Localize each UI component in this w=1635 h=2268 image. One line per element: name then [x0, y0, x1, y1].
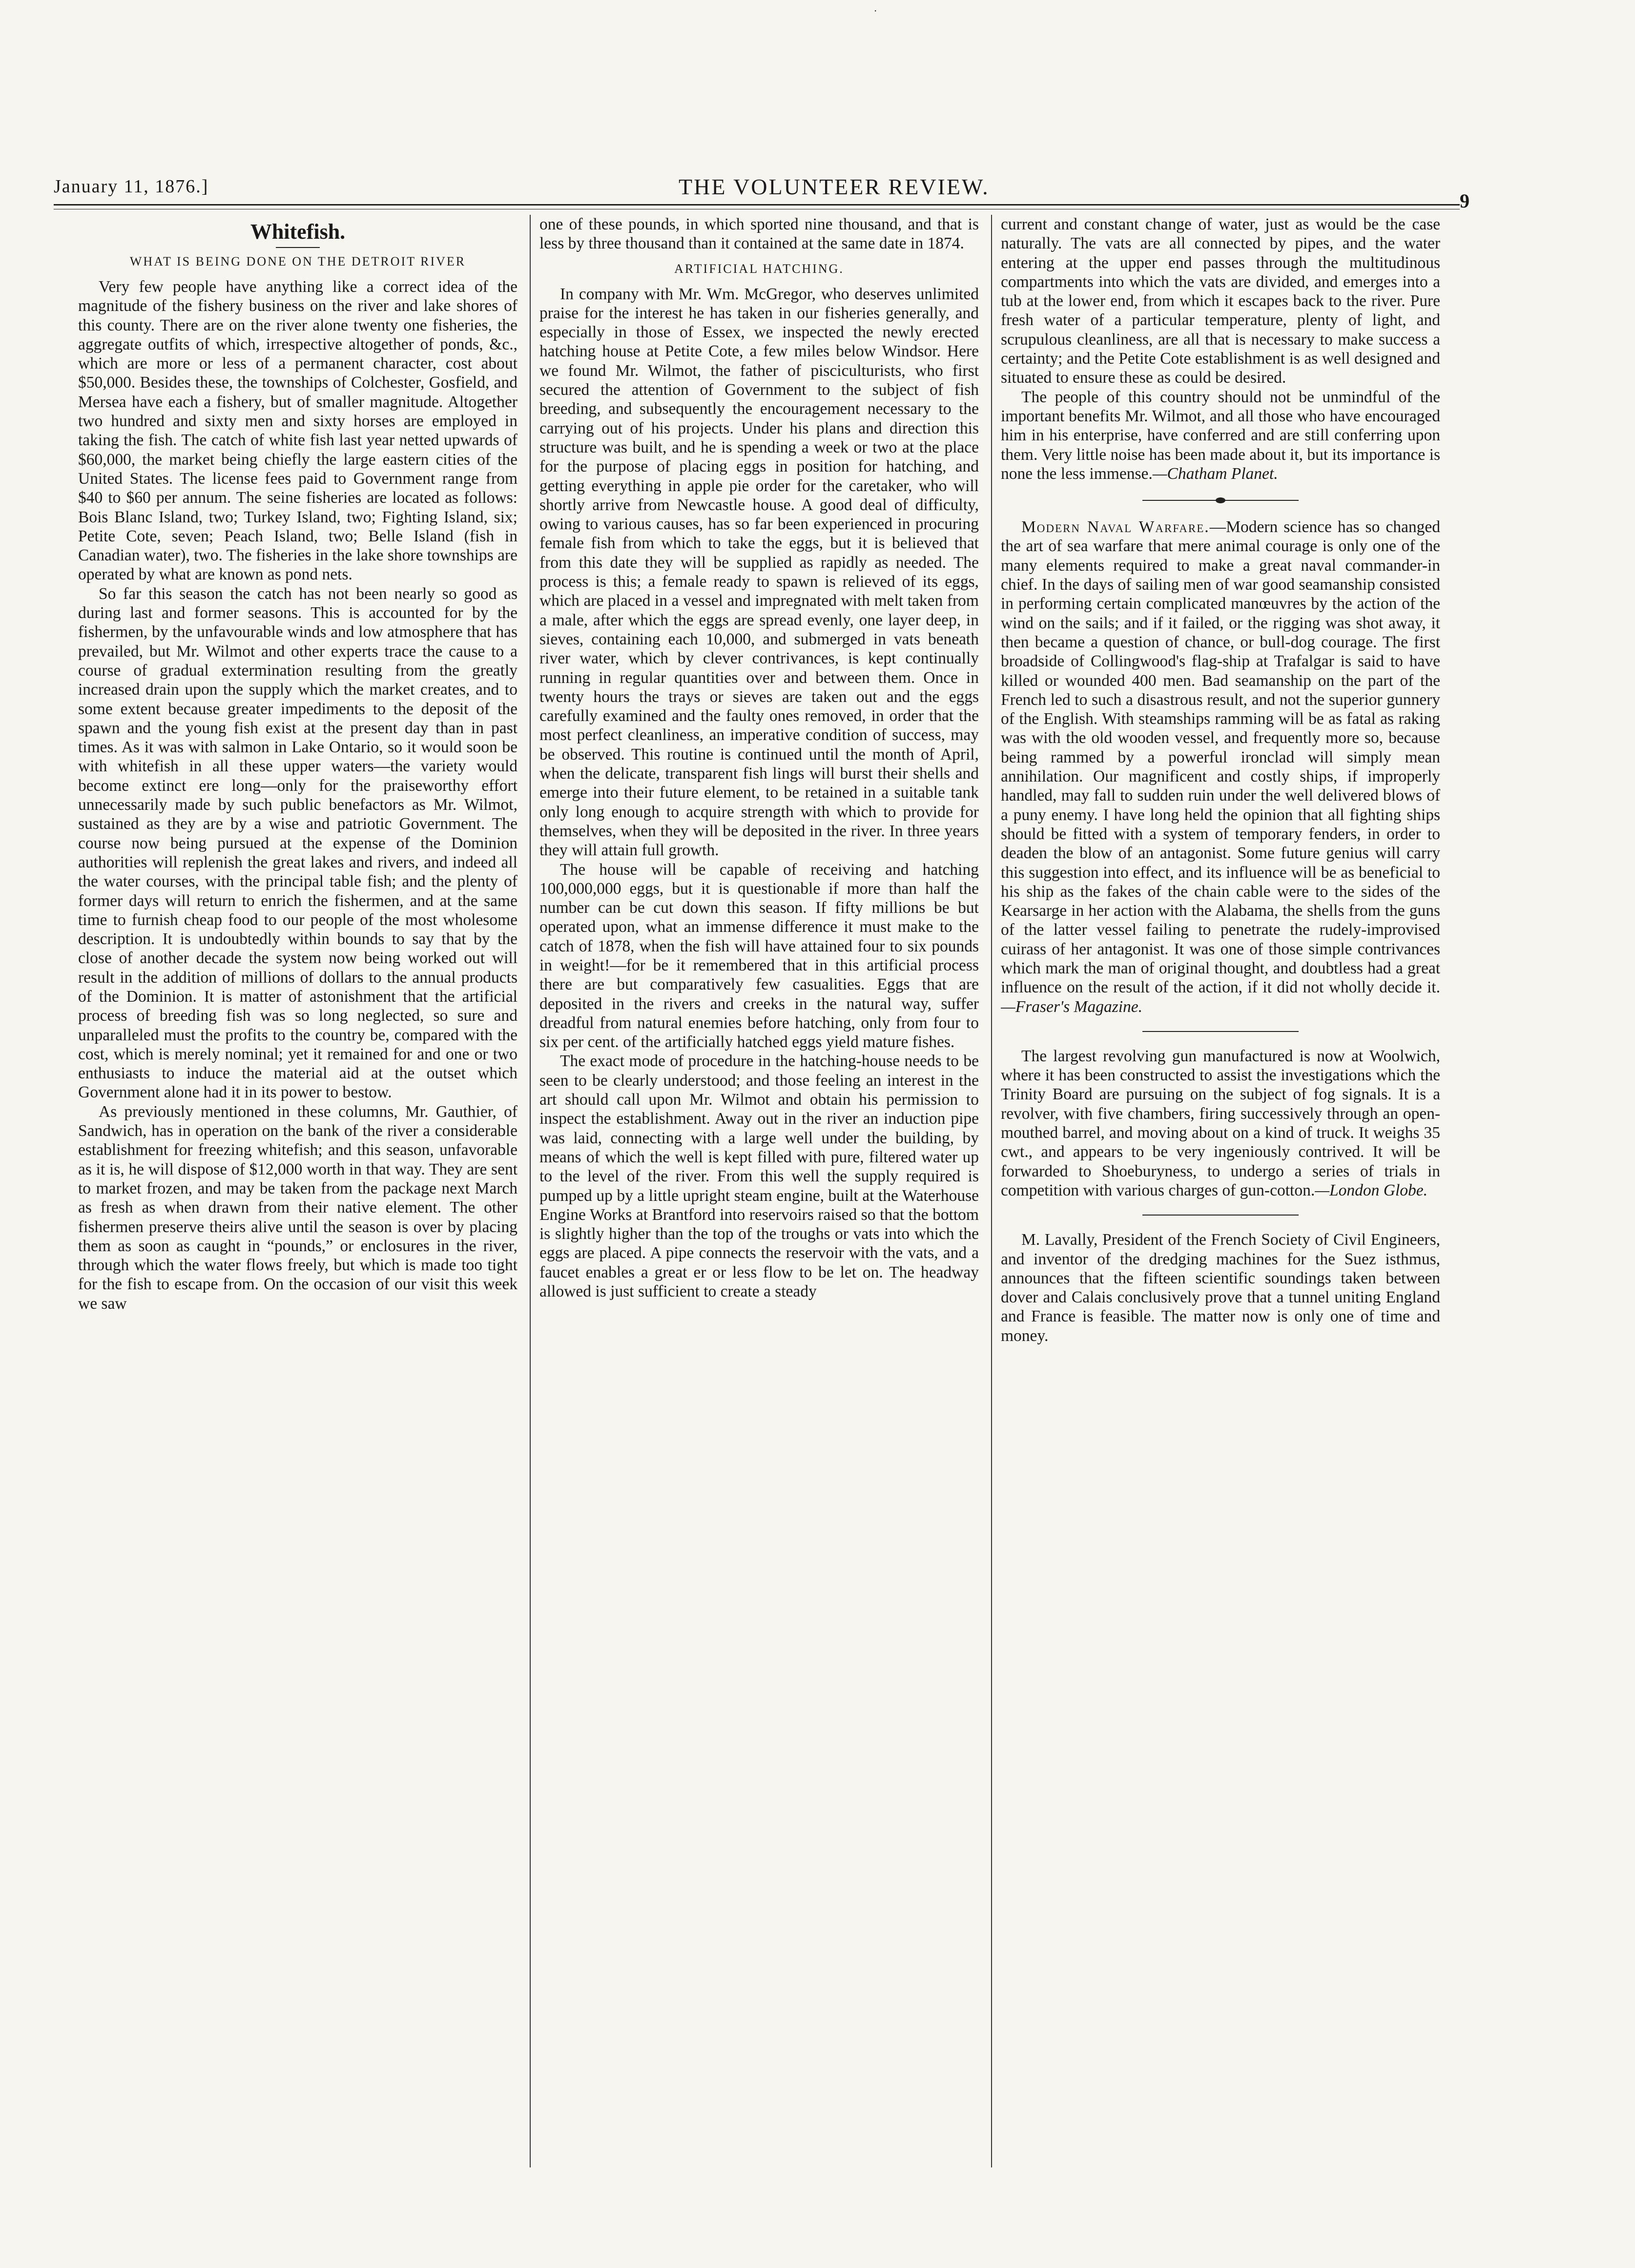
paragraph — [1001, 388, 1440, 483]
article-title: Whitefish. — [250, 220, 346, 244]
article-subtitle: WHAT IS BEING DONE ON THE DETROIT RIVER — [129, 254, 466, 268]
paragraph: The exact mode of procedure in the hatching-house needs to be seen to be clearly understood; and those feeling an interest in the art should call upon Mr. Wilmot and obtain his permission to inspect the establishment. Away out in the river an induction pipe was laid, connecting with a large well under the building, by means of which the well is kept filled with pure, filtered water up to the level of the river. From this well the supply required is pumped up by a little upright steam engine, built at the Waterhouse Engine Works at Brantford into reservoirs raised so that the bottom is slightly higher than the top of the troughs or vats into which the eggs are placed. A pipe connects the reservoir with the vats, and a faucet enables a great er or less flow to be let on. The headway allowed is just sufficient to create a steady — [539, 1052, 979, 1301]
paragraph: M. Lavally, President of the French Society of Civil Engineers, and inventor of the dredging machines for the Suez isthmus, announces that the fifteen scientific soundings taken between dover and Calais conclusively prove that a tunnel uniting England and France is feasible. The matter now is only one of time and money. — [1001, 1231, 1440, 1345]
running-header — [54, 171, 1469, 212]
article-separator — [1142, 1031, 1299, 1032]
article-source: —Chatham Planet. — [1152, 464, 1278, 483]
article-separator — [1142, 1215, 1299, 1216]
paragraph: So far this season the catch has not been nearly so good as during last and former seasons. This is accounted for by the fishermen, by the unfavourable winds and low atmosphere that has prevailed, but Mr. Wilmot and other experts trace the cause to a course of gradual extermination resulting from the greatly increased drain upon the supply which the market creates, and to some extent because greater impediments to the deposit of the spawn and the young fish exist at the present day than in past times. As it was with salmon in Lake Ontario, so it would soon be with whitefish in all these upper waters—the variety would become extinct ere long—only for the praiseworthy effort unnecessarily made by such public benefactors as Mr. Wilmot, sustained as they are by a wise and patriotic Government. The course now being pursued at the expense of the Dominion authorities will replenish the great lakes and rivers, and indeed all the water courses, with the principal table fish; and the plenty of former days will return to enrich the fishermen, and at the same time to furnish cheap food to our people of the most wholesome description. It is undoubtedly within bounds to say that by the close of another decade the system now being worked out will result in the addition of millions of dollars to the annual products of the Dominion. It is matter of astonishment that the artificial process of breeding fish was so long neglected, so sure and unparalleled must the profits to the country be, compared with the cost, which is merely nominal; yet it remained for and one or two enthusiasts to induce the material aid at the outset which Government alone had it in its power to bestow. — [78, 584, 517, 1102]
header-date: January 11, 1876.] — [54, 176, 209, 197]
paragraph — [1001, 1047, 1440, 1200]
page-number: 9 — [1460, 190, 1469, 212]
article-source: —London Globe. — [1315, 1181, 1428, 1199]
paragraph-text: —Modern science has so changed the art of sea warfare that mere animal courage is only one of the many elements required to make a great naval commander-in chief. In the days of sailing men of war good seamanship consisted in performing certain complicated manœuvres by the action of the wind on the sails; and if it failed, or the rigging was shot away, it then became a question of chance, or bull-dog courage. The first broadside of Collingwood's flag-ship at Trafalgar is said to have killed or wounded 400 men. Bad seamanship on the part of the French led to such a disastrous result, and not the superior gunnery of the English. With steamships ramming will be as fatal as raking was with the old wooden vessel, and frequently more so, because being rammed by a powerful ironclad will simply mean annihilation. Our magnificent and costly ships, if improperly handled, may fall to sudden ruin under the well delivered blows of a puny enemy. I have long held the opinion that all fighting ships should be fitted with a system of temporary fenders, in order to deaden the blow of an antagonist. Some future genius will carry this suggestion into effect, and its influence will be as beneficial to his ship as the fakes of the chain cable were to the sides of the Kearsarge in her action with the Alabama, the shells from the guns of the latter vessel failing to penetrate the rudely-improvised cuirass of her antagonist. It was one of those simple contrivances which mark the man of original thought, and doubtless had a great influence on the result of the action, if it did not wholly decide it. — [1001, 518, 1440, 997]
title-rule — [276, 247, 320, 248]
paragraph: In company with Mr. Wm. McGregor, who deserves unlimited praise for the interest he has taken in our fisheries generally, and especially in those of Essex, we inspected the newly erected hatching house at Petite Cote, a few miles below Windsor. Here we found Mr. Wilmot, the father of pisciculturists, who first secured the attention of Government to the subject of fish breeding, and subsequently the encouragement necessary to the carrying out of his projects. Under his plans and direction this structure was built, and he is spending a week or two at the place for the purpose of placing eggs in position for hatching, and getting everything in apple pie order for the caretaker, who will shortly arrive from Newcastle house. A good deal of difficulty, owing to various causes, has so far been experienced in procuring female fish from which to take the eggs, but it is believed that from this date they will be supplied as rapidly as needed. The process is this; a female ready to spawn is relieved of its eggs, which are placed in a vessel and impregnated with melt taken from a male, after which the eggs are spread evenly, one layer deep, in sieves, containing each 10,000, and submerged in vats beneath river water, which by clever contrivances, is kept continually running in regular quantities over and between them. Once in twenty hours the trays or sieves are taken out and the eggs carefully examined and the faulty ones removed, in order that the most perfect cleanliness, an imperative condition of success, may be observed. This routine is continued until the month of April, when the delicate, transparent fish lings will burst their shells and emerge into their future element, to be retained in a suitable tank only long enough to acquire strength with which to provide for themselves, when they will be deposited in the river. In three years they will attain full growth. — [539, 285, 979, 860]
header-rule — [54, 204, 1460, 206]
paragraph: As previously mentioned in these columns, Mr. Gauthier, of Sandwich, has in operation on the bank of the river a considerable establishment for freezing whitefish; and this season, unfavorable as it is, he will dispose of $12,000 worth in that way. They are sent to market frozen, and may be taken from the package next March as fresh as when drawn from their native element. The other fishermen preserve theirs alive until the season is over by placing them as soon as caught in “pounds,” or enclosures in the river, through which the water flows freely, but which is made too tight for the fish to escape from. On the occasion of our visit this week we saw — [78, 1102, 517, 1313]
article-source: —Fraser's Magazine. — [1001, 997, 1143, 1016]
paragraph: The house will be capable of receiving and hatching 100,000,000 eggs, but it is questionable if more than half the number can be cut down this season. If fifty millions be but operated upon, what an immense difference it must make to the catch of 1878, when the fish will have attained four to six pounds in weight!—for be it remembered that in this artificial process there are but comparatively few casualities. Eggs that are deposited in the rivers and creeks in the natural way, suffer dreadful from natural enemies before hatching, only from four to six per cent. of the artificially hatched eggs yield mature fishes. — [539, 860, 979, 1052]
paragraph: one of these pounds, in which sported nine thousand, and that is less by three thousand than it contained at the same date in 1874. — [539, 215, 979, 253]
header-title: THE VOLUNTEER REVIEW. — [679, 174, 990, 199]
column-divider — [530, 215, 531, 2167]
paragraph: Very few people have anything like a correct idea of the magnitude of the fishery business on the river and lake shores of this county. There are on the river alone twenty one fisheries, the aggregate outfits of which, irrespective altogether of ponds, &c., which are more or less of a permanent character, cost about $50,000. Besides these, the townships of Colchester, Gosfield, and Mersea have each a fishery, but of smaller magnitude. Altogether two hundred and sixty men and sixty horses are employed in taking the fish. The catch of white fish last year netted upwards of $60,000, the market being chiefly the large eastern cities of the United States. The license fees paid to Government range from $40 to $60 per annum. The seine fisheries are located as follows: Bois Blanc Island, two; Turkey Island, two; Fighting Island, six; Petite Cote, seven; Peach Island, two; Belle Island (fish in Canadian water), two. The fisheries in the lake shore townships are operated by what are known as pond nets. — [78, 278, 517, 584]
article-separator — [1142, 500, 1299, 501]
column-1 — [78, 215, 517, 2177]
section-subhead: ARTIFICIAL HATCHING. — [674, 261, 844, 276]
column-2 — [539, 215, 979, 2177]
paragraph-text: The largest revolving gun manufactured is now at Woolwich, where it has been constructed to assist the investigations which the Trinity Board are pursuing on the subject of fog signals. It is a revolver, with five chambers, firing successively through an open-mouthed barrel, and moving about on a kind of truck. It weighs 35 cwt., and appears to be very ingeniously contrived. It will be forwarded to Shoeburyness, to undergo a series of trials in competition with various charges of gun-cotton. — [1001, 1047, 1440, 1199]
paragraph-text: The people of this country should not be unmindful of the important benefits Mr. Wilmot, and all those who have encouraged him in his enterprise, have conferred and are still conferring upon them. Very little noise has been made about it, but its importance is none the less immense. — [1001, 388, 1440, 483]
article-lead: Modern Naval Warfare. — [1021, 518, 1210, 536]
column-3 — [1001, 215, 1440, 2177]
separator-ornament — [1216, 497, 1225, 503]
paragraph — [1001, 517, 1440, 1016]
page-speck: · — [874, 5, 877, 17]
paragraph: current and constant change of water, just as would be the case naturally. The vats are all connected by pipes, and the water entering at the upper end passes through the multitudinous compartments into which the vats are divided, and emerges into a tub at the lower end, from which it escapes back to the river. Pure fresh water of a particular temperature, plenty of light, and scrupulous cleanliness, are all that is necessary to make success a certainty; and the Petite Cote establishment is as well designed and situated to ensure these as could be desired. — [1001, 215, 1440, 387]
column-divider — [991, 215, 992, 2167]
